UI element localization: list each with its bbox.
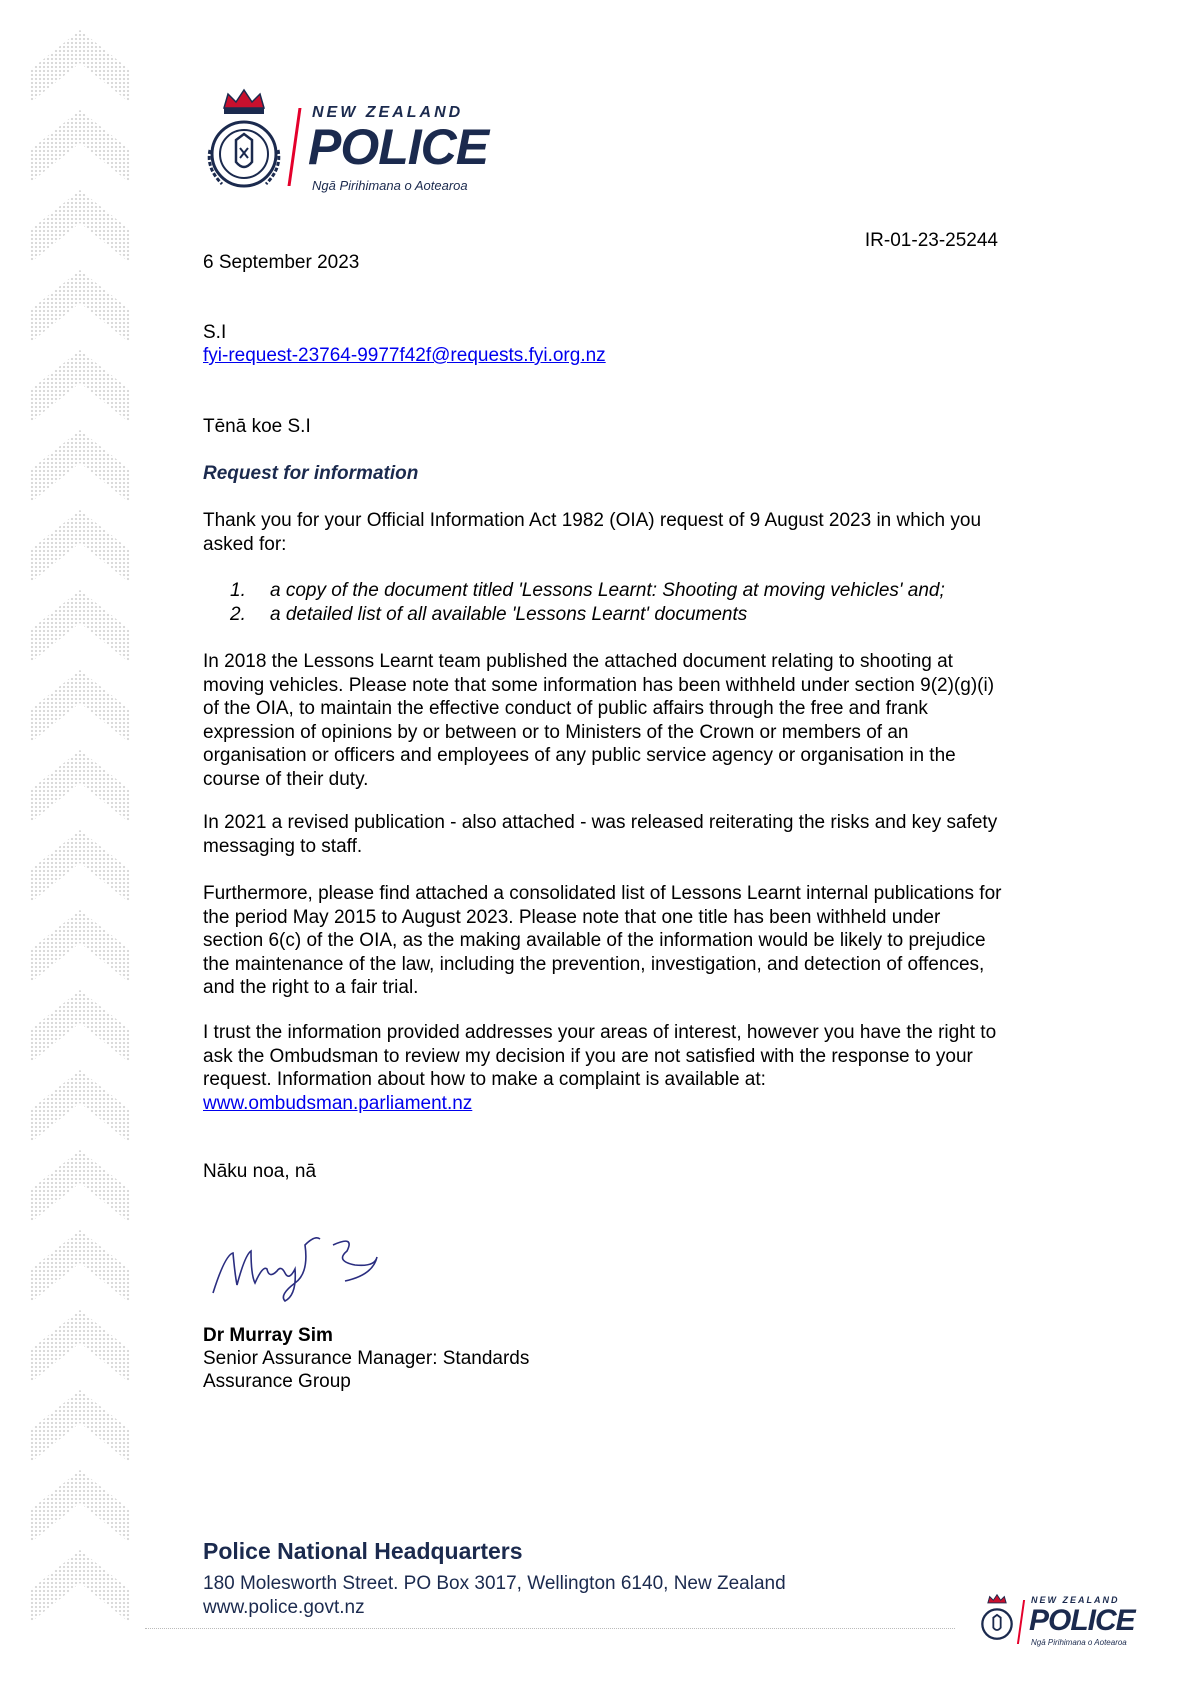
footer-logo-police: POLICE	[1029, 1604, 1135, 1637]
logo-maori-name: Ngā Pirihimana o Aotearoa	[312, 178, 468, 193]
subject-heading: Request for information	[203, 463, 419, 484]
logo-country: NEW ZEALAND	[312, 104, 464, 121]
paragraph-2021: In 2021 a revised publication - also attached - was released reiterating the risks and key safety messaging to staff.	[203, 812, 998, 857]
list-item	[230, 579, 945, 603]
paragraph-ombudsman	[203, 1021, 1003, 1115]
reference-number: IR-01-23-25244	[864, 230, 998, 251]
police-crest-small-icon	[975, 1590, 1019, 1648]
paragraph-furthermore: Furthermore, please find attached a consolidated list of Lessons Learnt internal publications for the period May 2015 to August 2023. Please note that one title has been withheld under section 6(c) of the OIA, as the making available of the information would be likely to prejudice the maintenance of the law, including the prevention, investigation, and detection of offences, and the right to a fair trial.	[203, 883, 1002, 998]
request-list	[230, 579, 945, 626]
footer-address-block	[203, 1572, 786, 1620]
signatory-title: Senior Assurance Manager: Standards	[203, 1348, 530, 1369]
police-crest-icon	[196, 88, 292, 198]
footer-divider	[145, 1628, 955, 1629]
list-item-text: a detailed list of all available 'Lessons Learnt' documents	[270, 603, 748, 625]
header-logo	[196, 88, 536, 198]
list-item	[230, 603, 945, 627]
signatory-name: Dr Murray Sim	[203, 1325, 333, 1346]
ombudsman-link[interactable]: www.ombudsman.parliament.nz	[203, 1092, 473, 1114]
chevron-pattern-decoration	[30, 25, 130, 1655]
greeting: Tēnā koe S.I	[203, 416, 311, 437]
signature-image	[205, 1225, 395, 1305]
recipient-name: S.I	[203, 322, 227, 343]
logo-police: POLICE	[308, 119, 489, 175]
paragraph-2018: In 2018 the Lessons Learnt team published the attached document relating to shooting at moving vehicles. Please note that some information has been withheld under section 9(2)(g)(i) of the OIA, to maintain the effective conduct of public affairs through the free and frank expression of opinions by or between or to Ministers of the Crown or members of an organisation or officers and employees of any public service agency or organisation in the course of their duty.	[203, 651, 995, 790]
footer-logo-maori-name: Ngā Pirihimana o Aotearoa	[1031, 1638, 1127, 1647]
intro-paragraph: Thank you for your Official Information Act 1982 (OIA) request of 9 August 2023 in which you asked for:	[203, 510, 982, 555]
list-item-number: 2.	[230, 603, 246, 625]
ombudsman-text: I trust the information provided addresses your areas of interest, however you have the right to ask the Ombudsman to review my decision if you are not satisfied with the response to your request. Information about how to make a complaint is available at:	[203, 1022, 997, 1090]
list-item-text: a copy of the document titled 'Lessons Learnt: Shooting at moving vehicles' and;	[270, 580, 945, 601]
footer-address: 180 Molesworth Street. PO Box 3017, Wellington 6140, New Zealand	[203, 1573, 786, 1594]
closing: Nāku noa, nā	[203, 1161, 317, 1182]
footer-website: www.police.govt.nz	[203, 1597, 365, 1618]
footer-logo	[975, 1590, 1165, 1650]
recipient-email-link[interactable]: fyi-request-23764-9977f42f@requests.fyi.org.nz	[203, 345, 606, 366]
letter-date: 6 September 2023	[203, 252, 360, 273]
signatory-group: Assurance Group	[203, 1371, 351, 1392]
list-item-number: 1.	[230, 580, 246, 601]
footer-logo-country: NEW ZEALAND	[1031, 1595, 1120, 1605]
footer-hq-title: Police National Headquarters	[203, 1538, 523, 1564]
